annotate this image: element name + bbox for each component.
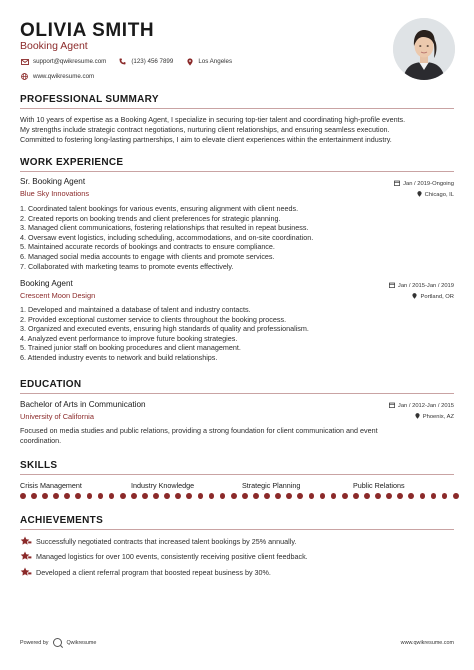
skills-divider — [20, 474, 454, 475]
skill-rating — [353, 493, 464, 499]
phone-icon — [118, 57, 127, 66]
globe-icon — [20, 72, 29, 81]
calendar-icon — [389, 282, 395, 290]
contact-row — [20, 57, 244, 66]
duty-item: 3. Managed client communications, fostering relationships that resulted in repeat business. — [20, 223, 309, 233]
degree-title: Bachelor of Arts in Communication — [20, 400, 146, 409]
duty-item: 5. Maintained accurate records of bookings and contracts to ensure compliance. — [20, 242, 275, 252]
rating-dot — [420, 493, 426, 499]
rating-dot — [320, 493, 326, 499]
summary-line: My strengths include strategic contract negotiations, nurturing client relationships, and ensuring seamless execution. — [20, 125, 390, 134]
achievements-heading: ACHIEVEMENTS — [20, 515, 104, 526]
email-item[interactable] — [20, 57, 106, 66]
skill-item — [20, 481, 131, 499]
rating-dot — [109, 493, 115, 499]
skill-name: Crisis Management — [20, 481, 82, 490]
rating-dot — [386, 493, 392, 499]
rating-dot — [331, 493, 337, 499]
education-dates-text: Jan / 2012-Jan / 2015 — [397, 403, 454, 409]
achievement-text: Managed logistics for over 100 events, consistently receiving positive client feedback. — [36, 551, 308, 561]
duty-item: 1. Developed and maintained a database of talent and industry contacts. — [20, 305, 251, 314]
website-row — [20, 72, 106, 81]
rating-dot — [442, 493, 448, 499]
duty-item: 1. Coordinated talent bookings for various events, ensuring alignment with client needs. — [20, 204, 299, 213]
achievement-text: Successfully negotiated contracts that increased talent bookings by 25% annually. — [36, 536, 297, 546]
summary-line: With 10 years of expertise as a Booking Agent, I specialize in securing top-tier talent and coordinating high-profile events. — [20, 115, 406, 124]
skill-item — [353, 481, 464, 499]
rating-dot — [453, 493, 459, 499]
website-item[interactable] — [20, 72, 94, 81]
location-item — [185, 57, 232, 66]
powered-by-text: Powered by — [20, 639, 49, 646]
duty-item: 2. Provided exceptional customer service to clients throughout the booking process. — [20, 314, 287, 324]
brand-text[interactable]: Qwikresume — [66, 639, 97, 646]
skill-rating — [242, 493, 353, 499]
rating-dot — [375, 493, 381, 499]
school-name: University of California — [20, 412, 94, 421]
pin-icon — [417, 191, 422, 199]
skill-item — [131, 481, 242, 499]
location-text: Los Angeles — [198, 58, 233, 65]
job-location — [417, 191, 454, 199]
map-pin-icon — [185, 57, 194, 66]
rating-dot — [98, 493, 104, 499]
achievement-text: Developed a client referral program that boosted repeat business by 30%. — [36, 567, 271, 577]
rating-dot — [31, 493, 37, 499]
summary-heading: PROFESSIONAL SUMMARY — [20, 94, 159, 105]
job-location — [412, 293, 454, 301]
education-line: coordination. — [20, 436, 62, 445]
award-icon — [20, 567, 32, 577]
rating-dot — [242, 493, 248, 499]
award-icon — [20, 551, 32, 561]
rating-dot — [253, 493, 259, 499]
job-dates — [394, 180, 454, 188]
rating-dot — [309, 493, 315, 499]
rating-dot — [286, 493, 292, 499]
calendar-icon — [389, 402, 395, 410]
rating-dot — [231, 493, 237, 499]
summary-text — [20, 115, 456, 145]
rating-dot — [264, 493, 270, 499]
job-title: Sr. Booking Agent — [20, 177, 86, 186]
rating-dot — [297, 493, 303, 499]
job-location-text: Chicago, IL — [424, 192, 454, 198]
education-heading: EDUCATION — [20, 379, 82, 390]
duty-item: 3. Organized and executed events, ensuring high standards of quality and professionalism. — [20, 324, 309, 334]
education-location-text: Phoenix, AZ — [422, 414, 454, 420]
calendar-icon — [394, 180, 400, 188]
rating-dot — [342, 493, 348, 499]
rating-dot — [20, 493, 26, 499]
duty-item: 6. Attended industry events to network and build relationships. — [20, 352, 218, 362]
rating-dot — [364, 493, 370, 499]
job-duties — [20, 204, 456, 271]
job-location-text: Portland, OR — [420, 294, 454, 300]
candidate-role: Booking Agent — [20, 40, 88, 52]
duty-item: 6. Managed social media accounts to engage with clients and promote services. — [20, 251, 275, 261]
rating-dot — [164, 493, 170, 499]
rating-dot — [142, 493, 148, 499]
rating-dot — [220, 493, 226, 499]
skill-name: Industry Knowledge — [131, 481, 195, 490]
job-title: Booking Agent — [20, 279, 73, 288]
rating-dot — [87, 493, 93, 499]
rating-dot — [120, 493, 126, 499]
rating-dot — [75, 493, 81, 499]
rating-dot — [186, 493, 192, 499]
envelope-icon — [20, 57, 29, 66]
skill-item — [242, 481, 353, 499]
skill-name: Strategic Planning — [242, 481, 301, 490]
rating-dot — [397, 493, 403, 499]
rating-dot — [275, 493, 281, 499]
rating-dot — [353, 493, 359, 499]
job-dates-text: Jan / 2019-Ongoing — [403, 181, 454, 187]
pin-icon — [415, 413, 420, 421]
rating-dot — [198, 493, 204, 499]
job-company: Blue Sky Innovations — [20, 189, 90, 198]
footer-branding — [20, 638, 96, 647]
achievement-item — [20, 536, 296, 546]
footer-site-link[interactable]: www.qwikresume.com — [400, 640, 454, 646]
qwikresume-logo-icon — [53, 638, 62, 647]
education-location — [415, 413, 454, 421]
rating-dot — [153, 493, 159, 499]
rating-dot — [131, 493, 137, 499]
job-company: Crescent Moon Design — [20, 291, 96, 300]
achievement-item — [20, 567, 271, 577]
phone-text: (123) 456 7899 — [131, 58, 174, 65]
duty-item: 7. Collaborated with marketing teams to promote events effectively. — [20, 261, 234, 271]
rating-dot — [209, 493, 215, 499]
duty-item: 2. Created reports on booking trends and client preferences for strategic planning. — [20, 213, 281, 223]
skills-heading: SKILLS — [20, 460, 58, 471]
job-dates-text: Jan / 2015-Jan / 2019 — [397, 283, 454, 289]
website-text: www.qwikresume.com — [33, 73, 95, 80]
candidate-name: OLIVIA SMITH — [20, 20, 155, 41]
skills-grid — [20, 481, 456, 499]
phone-item[interactable] — [118, 57, 173, 66]
education-dates — [389, 402, 454, 410]
duty-item: 5. Trained junior staff on booking procedures and client management. — [20, 343, 241, 353]
education-description — [20, 426, 456, 446]
rating-dot — [408, 493, 414, 499]
email-text: support@qwikresume.com — [33, 58, 107, 65]
summary-divider — [20, 108, 454, 109]
summary-line: Committed to fostering long-lasting partnerships, I aim to elevate client experiences within the entertainment industry. — [20, 135, 392, 144]
rating-dot — [53, 493, 59, 499]
duty-item: 4. Analyzed event performance to improve future booking strategies. — [20, 333, 238, 343]
job-dates — [389, 282, 454, 290]
pin-icon — [412, 293, 417, 301]
skill-rating — [131, 493, 242, 499]
experience-divider — [20, 171, 454, 172]
rating-dot — [42, 493, 48, 499]
rating-dot — [431, 493, 437, 499]
job-duties — [20, 305, 456, 363]
education-divider — [20, 393, 454, 394]
skill-rating — [20, 493, 131, 499]
rating-dot — [64, 493, 70, 499]
profile-photo — [393, 18, 455, 80]
duty-item: 4. Oversaw event logistics, including scheduling, accommodations, and on-site coordination. — [20, 232, 314, 242]
education-line: Focused on media studies and public relations, providing a strong foundation for client communication and event — [20, 426, 378, 435]
achievement-item — [20, 551, 308, 561]
experience-heading: WORK EXPERIENCE — [20, 157, 124, 168]
skill-name: Public Relations — [353, 481, 405, 490]
achievements-divider — [20, 529, 454, 530]
award-icon — [20, 536, 32, 546]
rating-dot — [175, 493, 181, 499]
